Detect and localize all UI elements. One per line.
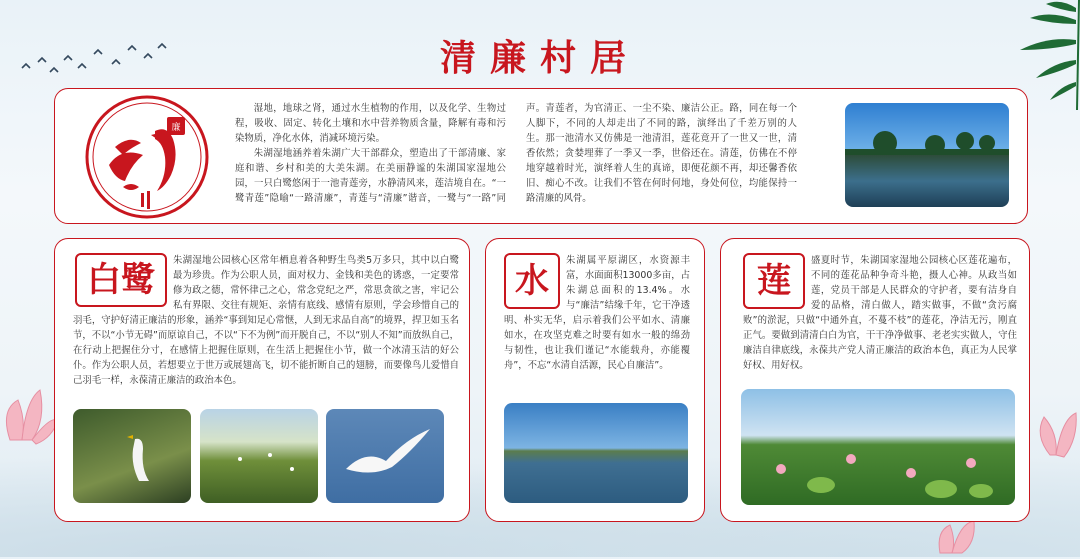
page-title: 清廉村居: [439, 37, 640, 79]
seal-spacer: [504, 253, 566, 313]
intro-panel: [54, 88, 1028, 224]
egret-photo-3: [326, 409, 444, 503]
egret-paragraph: 朱湖湿地公园核心区常年栖息着各种野生鸟类5万多只，其中以白鹭最为珍贵。作为公职人员，面对权力、金钱和美色的诱惑，一定要常修为政之德，常怀律己之心，常念党纪之严，常思贪欲之害，牢记公私有界限、交往有规矩、亲情有底线、感情有原则，学会珍惜自己的羽毛，守护好清正廉洁的形象，涵养“事到知足心常惬，人到无求品自高”的境界，捍卫如玉名节，不以“小节无碍”而原谅自己，不以“下不为例”而开脱自己，不以“别人不知”而放纵自己，在行动上把握住分寸，在感情上把握住原则，在生活上把握住小节，做一个冰清玉洁的好公仆。作为公职人员，若想要立于世万或展翅高飞，切不能折断自己的翅膀，而要像鸟儿爱惜自己羽毛一样，永葆清正廉洁的政治本色。: [73, 255, 459, 386]
intro-text: [235, 101, 797, 219]
lotus-seal: 莲: [743, 253, 805, 309]
seal-spacer: [743, 253, 811, 313]
water-panel: [485, 238, 705, 522]
lotus-panel: [720, 238, 1030, 522]
egret-panel: [54, 238, 470, 522]
egret-photo-1: [73, 409, 191, 503]
seal-spacer: [73, 253, 173, 313]
lotus-photo: [741, 389, 1015, 505]
egret-seal: 白鹭: [75, 253, 167, 307]
lotus-flower-icon: [1030, 395, 1080, 465]
intro-paragraph-1: 湿地，地球之肾，通过水生植物的作用，以及化学、生物过程，吸收、固定、转化土壤和水中营养物质含量，降解有毒和污染物质，净化水体，消减环境污染。: [235, 103, 506, 144]
intro-paragraph-2: 朱湖湿地涵养着朱湖广大干部群众，塑造出了干部清廉、家庭和谐、乡村和美的大美朱湖。在美丽静谧的朱湖国家湿地公园，一只白鹭悠闲于一池青莲旁，水静清风来，莲洁境自在。“一鹭青莲”隐喻“一路清廉”，青莲与“清廉”谐音，一鹭与“一路”同声。青莲者，为官清正、一尘不染、廉洁公正。路，同在每一个人脚下，不同的人却走出了不同的路，演绎出了千差万别的人生。那一池清水又仿佛是一池清泪，莲花竟开了一世又一世，清香依然；贪婪埋葬了一季又一季，世俗还在。清莲，仿佛在不停地穿越着时光，演绎着人生的真谛，即便花颜不再，却还馨香依旧、痴心不改。让我们不管在何时何地，身处何位，均能保持一路清廉的风骨。: [235, 103, 797, 204]
lake-photo: [504, 403, 688, 503]
water-seal: 水: [504, 253, 560, 309]
wetland-photo: [845, 103, 1009, 207]
egret-papercut-icon: [85, 95, 209, 219]
svg-text:廉: 廉: [171, 123, 181, 133]
lotus-flower-icon: [0, 380, 60, 460]
water-paragraph: 朱湖属平原湖区，水资源丰富，水面面积13000多亩，占朱湖总面积的13.4%。水与“廉洁”结缘千年，它干净透明、朴实无华，启示着我们公平如水、清廉如水，在攻坚克难之时要有如水一般的绵劲与韧性，也让我们谨记“水能载舟，亦能覆舟”，不忘“水清自活源，民心自廉洁”。: [504, 255, 690, 371]
egret-photo-2: [200, 409, 318, 503]
lotus-paragraph: 盛夏时节，朱湖国家湿地公园核心区莲花遍布，不同的莲花品种争奇斗艳，摄人心神。从政当如莲，党员干部是人民群众的守护者，要有洁身自爱的品格，清白做人，踏实做事，不做“贪污腐败”的淤泥，只做“中通外直，不蔓不枝”的莲花，净洁无污，刚直正气。要做到清清白白为官，干干净净做事、老老实实做人，守住廉洁自律底线，永葆共产党人清正廉洁的政治本色，真正为人民掌好权、用好权。: [743, 255, 1017, 371]
